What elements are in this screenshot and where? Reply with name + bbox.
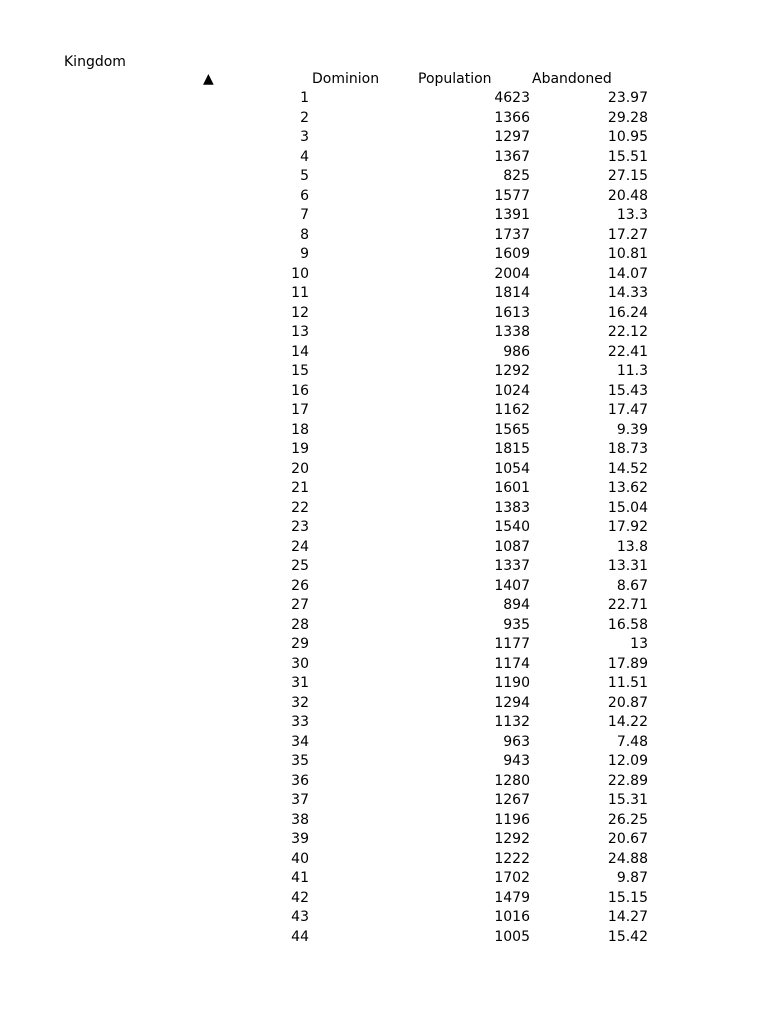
dominion-cell: 33 — [291, 714, 309, 730]
abandoned-cell: 27.15 — [607, 168, 648, 184]
abandoned-cell: 15.42 — [607, 928, 648, 945]
abandoned-cell: 12.09 — [607, 753, 648, 769]
dominion-cell: 4 — [300, 148, 309, 165]
population-cell: 1087 — [494, 538, 530, 555]
table-row — [0, 382, 768, 402]
table-row — [0, 421, 768, 441]
abandoned-cell: 15.15 — [607, 889, 648, 906]
dominion-cell: 42 — [291, 889, 309, 906]
population-cell: 986 — [503, 343, 530, 360]
abandoned-cell: 15.31 — [607, 792, 648, 808]
abandoned-cell: 15.51 — [607, 148, 648, 165]
dominion-cell: 14 — [291, 343, 309, 360]
table-row — [0, 908, 768, 928]
population-cell: 1024 — [494, 382, 530, 399]
abandoned-cell: 14.22 — [607, 714, 648, 730]
population-cell: 1391 — [494, 207, 530, 223]
table-row — [0, 772, 768, 792]
dominion-cell: 30 — [291, 655, 309, 672]
abandoned-cell: 20.48 — [607, 187, 648, 204]
population-cell: 2004 — [494, 265, 530, 282]
population-cell: 1737 — [494, 226, 530, 243]
abandoned-cell: 17.27 — [607, 226, 648, 243]
table-row — [0, 635, 768, 655]
population-cell: 1613 — [494, 304, 530, 321]
dominion-cell: 18 — [291, 421, 309, 438]
dominion-cell: 19 — [291, 441, 309, 457]
abandoned-cell: 16.24 — [607, 304, 648, 321]
dominion-cell: 35 — [291, 753, 309, 769]
dominion-cell: 1 — [300, 90, 309, 106]
dominion-cell: 25 — [291, 558, 309, 574]
dominion-cell: 5 — [300, 168, 309, 184]
sort-ascending-icon[interactable]: ▲ — [203, 71, 214, 87]
population-cell: 1407 — [494, 577, 530, 594]
dominion-cell: 22 — [291, 499, 309, 516]
table-row — [0, 89, 768, 109]
population-cell: 1222 — [494, 850, 530, 867]
table-row — [0, 479, 768, 499]
dominion-cell: 9 — [300, 246, 309, 262]
table-row — [0, 577, 768, 597]
table-row — [0, 499, 768, 519]
dominion-cell: 43 — [291, 909, 309, 925]
dominion-cell: 34 — [291, 733, 309, 750]
dominion-cell: 40 — [291, 850, 309, 867]
abandoned-cell: 20.67 — [607, 831, 648, 847]
population-cell: 1609 — [494, 246, 530, 262]
dominion-cell: 28 — [291, 616, 309, 633]
abandoned-cell: 10.95 — [607, 129, 648, 145]
abandoned-cell: 14.52 — [607, 460, 648, 477]
table-row — [0, 596, 768, 616]
dominion-cell: 3 — [300, 129, 309, 145]
dominion-cell: 16 — [291, 382, 309, 399]
population-cell: 1196 — [494, 811, 530, 828]
table-row — [0, 694, 768, 714]
abandoned-cell: 11.51 — [607, 675, 648, 691]
table-row — [0, 889, 768, 909]
dominion-cell: 13 — [291, 324, 309, 340]
column-header-population[interactable]: Population — [418, 71, 492, 87]
abandoned-cell: 22.12 — [607, 324, 648, 340]
abandoned-cell: 13.8 — [616, 538, 648, 555]
table-row — [0, 616, 768, 636]
dominion-cell: 24 — [291, 538, 309, 555]
table-row — [0, 811, 768, 831]
table-row — [0, 557, 768, 577]
dominion-cell: 23 — [291, 519, 309, 535]
abandoned-cell: 13.3 — [616, 207, 648, 223]
table-row — [0, 304, 768, 324]
population-cell: 943 — [503, 753, 530, 769]
population-cell: 1292 — [494, 831, 530, 847]
table-row — [0, 674, 768, 694]
population-cell: 1292 — [494, 363, 530, 379]
table-row — [0, 109, 768, 129]
table-row — [0, 460, 768, 480]
table-row — [0, 265, 768, 285]
abandoned-cell: 14.27 — [607, 909, 648, 925]
dominion-cell: 41 — [291, 870, 309, 886]
abandoned-cell: 17.92 — [607, 519, 648, 535]
table-row — [0, 362, 768, 382]
population-cell: 1294 — [494, 694, 530, 711]
table-row — [0, 869, 768, 889]
table-title: Kingdom — [64, 54, 126, 70]
population-cell: 1190 — [494, 675, 530, 691]
table-row — [0, 187, 768, 207]
table-row — [0, 538, 768, 558]
population-cell: 935 — [503, 616, 530, 633]
table-row — [0, 713, 768, 733]
dominion-cell: 26 — [291, 577, 309, 594]
table-row — [0, 733, 768, 753]
population-cell: 963 — [503, 733, 530, 750]
dominion-cell: 8 — [300, 226, 309, 243]
dominion-cell: 11 — [291, 285, 309, 301]
population-cell: 1297 — [494, 129, 530, 145]
dominion-cell: 6 — [300, 187, 309, 204]
table-row — [0, 830, 768, 850]
abandoned-cell: 22.71 — [607, 597, 648, 613]
table-row — [0, 226, 768, 246]
abandoned-cell: 14.07 — [607, 265, 648, 282]
dominion-cell: 38 — [291, 811, 309, 828]
population-cell: 1601 — [494, 480, 530, 496]
table-row — [0, 752, 768, 772]
abandoned-cell: 9.87 — [616, 870, 648, 886]
table-row — [0, 323, 768, 343]
population-cell: 825 — [503, 168, 530, 184]
population-cell: 1383 — [494, 499, 530, 516]
table-row — [0, 206, 768, 226]
column-header-dominion[interactable]: Dominion — [312, 71, 380, 87]
population-cell: 1540 — [494, 519, 530, 535]
table-row — [0, 850, 768, 870]
population-cell: 1565 — [494, 421, 530, 438]
abandoned-cell: 14.33 — [607, 285, 648, 301]
abandoned-cell: 8.67 — [616, 577, 648, 594]
dominion-cell: 27 — [291, 597, 309, 613]
population-cell: 1162 — [494, 402, 530, 418]
dominion-cell: 2 — [300, 109, 309, 126]
abandoned-cell: 11.3 — [616, 363, 648, 379]
dominion-cell: 37 — [291, 792, 309, 808]
table-row — [0, 128, 768, 148]
abandoned-cell: 23.97 — [607, 90, 648, 106]
dominion-cell: 12 — [291, 304, 309, 321]
population-cell: 1367 — [494, 148, 530, 165]
abandoned-cell: 13.31 — [607, 558, 648, 574]
abandoned-cell: 15.04 — [607, 499, 648, 516]
population-cell: 1016 — [494, 909, 530, 925]
abandoned-cell: 24.88 — [607, 850, 648, 867]
abandoned-cell: 18.73 — [607, 441, 648, 457]
abandoned-cell: 9.39 — [616, 421, 648, 438]
population-cell: 1280 — [494, 772, 530, 789]
dominion-cell: 7 — [300, 207, 309, 223]
abandoned-cell: 22.89 — [607, 772, 648, 789]
table-row — [0, 518, 768, 538]
abandoned-cell: 10.81 — [607, 246, 648, 262]
dominion-cell: 39 — [291, 831, 309, 847]
population-cell: 1337 — [494, 558, 530, 574]
population-cell: 1054 — [494, 460, 530, 477]
dominion-cell: 21 — [291, 480, 309, 496]
table-row — [0, 655, 768, 675]
dominion-cell: 29 — [291, 636, 309, 652]
table-row — [0, 928, 768, 948]
population-cell: 1132 — [494, 714, 530, 730]
abandoned-cell: 7.48 — [616, 733, 648, 750]
table-row — [0, 284, 768, 304]
abandoned-cell: 22.41 — [607, 343, 648, 360]
table-row — [0, 791, 768, 811]
table-row — [0, 343, 768, 363]
population-cell: 894 — [503, 597, 530, 613]
dominion-cell: 32 — [291, 694, 309, 711]
table-row — [0, 148, 768, 168]
abandoned-cell: 29.28 — [607, 109, 648, 126]
abandoned-cell: 16.58 — [607, 616, 648, 633]
population-cell: 1267 — [494, 792, 530, 808]
column-header-abandoned[interactable]: Abandoned — [532, 71, 612, 87]
population-cell: 1338 — [494, 324, 530, 340]
dominion-cell: 31 — [291, 675, 309, 691]
dominion-cell: 10 — [291, 265, 309, 282]
abandoned-cell: 20.87 — [607, 694, 648, 711]
abandoned-cell: 26.25 — [607, 811, 648, 828]
table-row — [0, 401, 768, 421]
abandoned-cell: 13 — [630, 636, 648, 652]
population-cell: 1702 — [494, 870, 530, 886]
table-row — [0, 440, 768, 460]
dominion-cell: 36 — [291, 772, 309, 789]
population-cell: 1366 — [494, 109, 530, 126]
population-cell: 1177 — [494, 636, 530, 652]
table-row — [0, 167, 768, 187]
population-cell: 4623 — [494, 90, 530, 106]
abandoned-cell: 17.47 — [607, 402, 648, 418]
dominion-cell: 44 — [291, 928, 309, 945]
table-row — [0, 245, 768, 265]
population-cell: 1005 — [494, 928, 530, 945]
dominion-cell: 17 — [291, 402, 309, 418]
population-cell: 1577 — [494, 187, 530, 204]
population-cell: 1815 — [494, 441, 530, 457]
dominion-cell: 15 — [291, 363, 309, 379]
dominion-cell: 20 — [291, 460, 309, 477]
population-cell: 1174 — [494, 655, 530, 672]
abandoned-cell: 13.62 — [607, 480, 648, 496]
abandoned-cell: 17.89 — [607, 655, 648, 672]
population-cell: 1814 — [494, 285, 530, 301]
population-cell: 1479 — [494, 889, 530, 906]
abandoned-cell: 15.43 — [607, 382, 648, 399]
